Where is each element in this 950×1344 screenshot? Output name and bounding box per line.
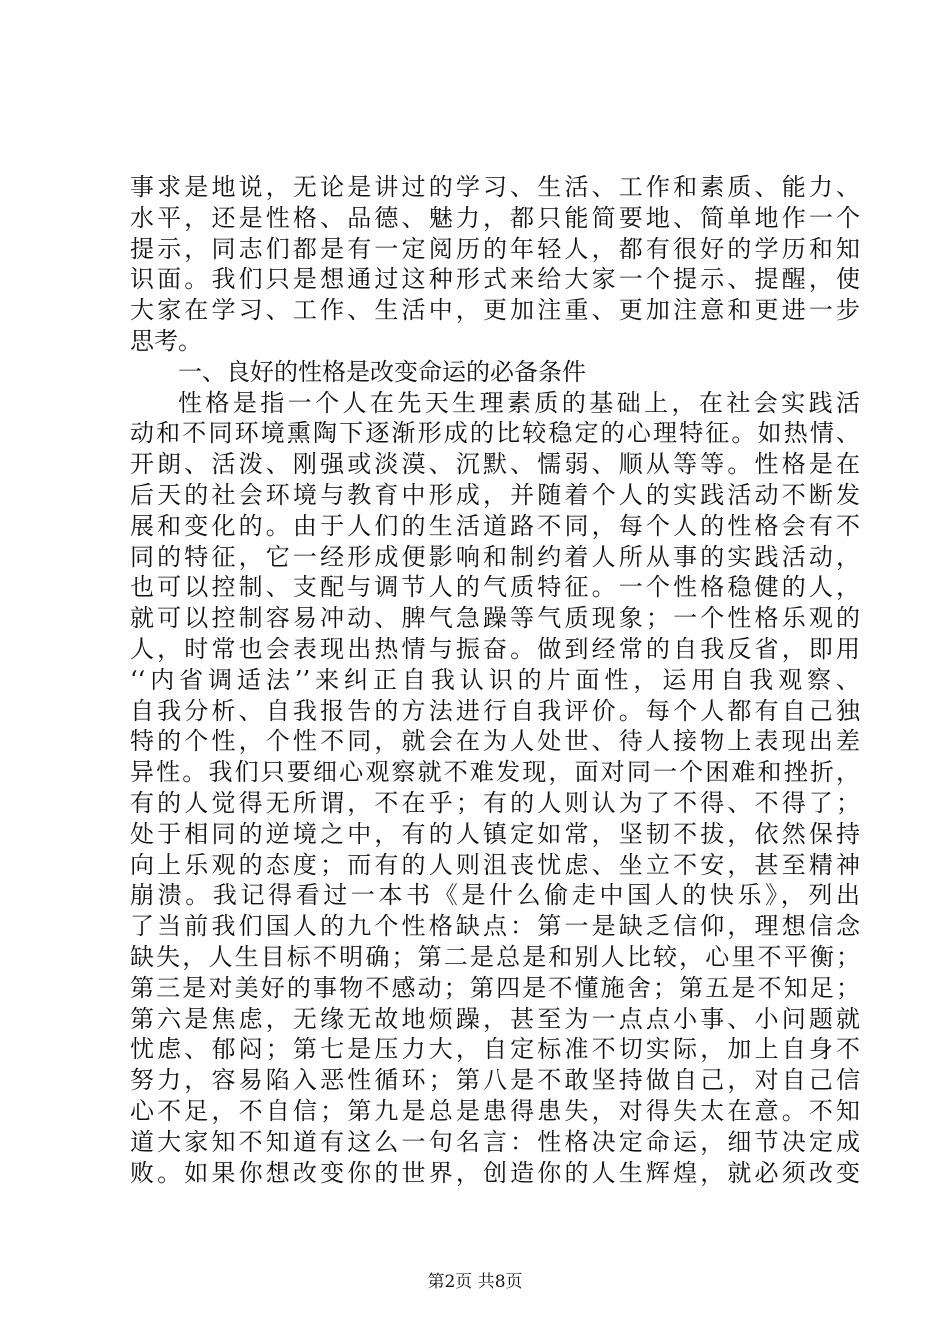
section-heading: 一、良好的性格是改变命运的必备条件 — [178, 357, 586, 386]
text-line: 也可以控制、支配与调节人的气质特征。一个性格稳健的人， — [130, 573, 860, 602]
text-line: 败。如果你想改变你的世界，创造你的人生辉煌，就必须改变 — [130, 1158, 860, 1187]
document-body — [130, 172, 860, 1188]
text-line: 事求是地说，无论是讲过的学习、生活、工作和素质、能力、 — [130, 173, 860, 201]
text-line: 有的人觉得无所谓，不在乎；有的人则认为了不得、不得了； — [130, 788, 860, 817]
text-line: 向上乐观的态度；而有的人则沮丧忧虑、坐立不安，甚至精神 — [130, 850, 860, 879]
text-line: 自我分析、自我报告的方法进行自我评价。每个人都有自己独 — [130, 696, 860, 725]
text-line: 努力，容易陷入恶性循环；第八是不敢坚持做自己，对自己信 — [130, 1066, 860, 1095]
text-line: 第三是对美好的事物不感动；第四是不懂施舍；第五是不知足； — [130, 973, 860, 1002]
text-line: 同的特征，它一经形成便影响和制约着人所从事的实践活动， — [130, 542, 860, 571]
text-line: 忧虑、郁闷；第七是压力大，自定标准不切实际，加上自身不 — [130, 1035, 860, 1064]
page-footer: 第2页 共8页 — [427, 1272, 523, 1292]
text-line: 特的个性，个性不同，就会在为人处世、待人接物上表现出差 — [130, 727, 860, 756]
text-line: 道大家知不知道有这么一句名言：性格决定命运，细节决定成 — [130, 1127, 860, 1156]
text-line: 动和不同环境熏陶下逐渐形成的比较稳定的心理特征。如热情、 — [130, 419, 860, 448]
text-line: 缺失，人生目标不明确；第二是总是和别人比较，心里不平衡； — [130, 942, 860, 971]
text-line: 大家在学习、工作、生活中，更加注重、更加注意和更进一步 — [130, 296, 860, 325]
text-line: ‘‘内省调适法’’来纠正自我认识的片面性，运用自我观察、 — [130, 665, 860, 694]
text-line: 水平，还是性格、品德、魅力，都只能简要地、简单地作一个 — [130, 203, 860, 232]
text-line: 第六是焦虑，无缘无故地烦躁，甚至为一点点小事、小问题就 — [130, 1004, 860, 1033]
text-line: 后天的社会环境与教育中形成，并随着个人的实践活动不断发 — [130, 480, 860, 509]
text-line: 性格是指一个人在先天生理素质的基础上，在社会实践活 — [178, 388, 860, 417]
text-line: 崩溃。我记得看过一本书《是什么偷走中国人的快乐》，列出 — [130, 881, 860, 910]
text-line: 了当前我们国人的九个性格缺点：第一是缺乏信仰，理想信念 — [130, 912, 860, 941]
text-line: 开朗、活泼、刚强或淡漠、沉默、懦弱、顺从等等。性格是在 — [130, 450, 860, 479]
text-line: 提示，同志们都是有一定阅历的年轻人，都有很好的学历和知 — [130, 234, 860, 263]
text-line: 思考。 — [130, 326, 202, 355]
text-line: 处于相同的逆境之中，有的人镇定如常，坚韧不拔，依然保持 — [130, 819, 860, 848]
text-line: 识面。我们只是想通过这种形式来给大家一个提示、提醒，使 — [130, 265, 860, 294]
text-line: 异性。我们只要细心观察就不难发现，面对同一个困难和挫折， — [130, 758, 860, 787]
text-line: 人，时常也会表现出热情与振奋。做到经常的自我反省，即用 — [130, 634, 860, 663]
text-line: 心不足，不自信；第九是总是患得患失，对得失太在意。不知 — [130, 1096, 860, 1125]
text-line: 展和变化的。由于人们的生活道路不同，每个人的性格会有不 — [130, 511, 860, 540]
text-line: 就可以控制容易冲动、脾气急躁等气质现象；一个性格乐观的 — [130, 604, 860, 633]
